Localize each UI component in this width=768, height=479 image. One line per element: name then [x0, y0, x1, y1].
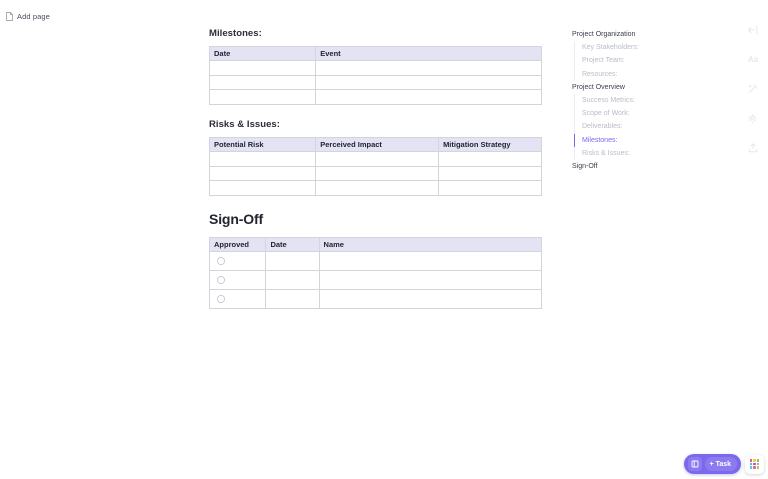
table-row[interactable] — [210, 166, 542, 181]
table-row[interactable] — [210, 152, 542, 167]
font-aa-icon[interactable]: Aa — [747, 55, 759, 64]
cell[interactable] — [266, 271, 319, 290]
plus-icon: + — [709, 460, 714, 468]
table-row[interactable] — [210, 290, 542, 309]
outline-item-key-stakeholders[interactable]: Key Stakeholders: — [566, 41, 678, 54]
table-row[interactable] — [210, 75, 542, 90]
cell[interactable] — [439, 166, 542, 181]
collapse-panel-icon[interactable] — [745, 22, 761, 38]
section-risks-and-issues — [209, 119, 542, 196]
cell[interactable] — [210, 152, 316, 167]
apps-grid-cell — [750, 466, 753, 469]
apps-grid-cell — [753, 459, 756, 462]
apps-grid-cell — [750, 459, 753, 462]
sign-off-heading: Sign-Off — [209, 211, 264, 227]
column-header: Date — [210, 47, 316, 61]
add-task-label: Task — [715, 460, 731, 468]
cell[interactable] — [210, 75, 316, 90]
apps-grid-cell — [750, 463, 753, 466]
outline-item-deliverables[interactable]: Deliverables: — [566, 120, 678, 133]
cell[interactable] — [210, 90, 316, 105]
side-panel-icon[interactable] — [688, 457, 702, 471]
apps-grid-cell — [757, 466, 760, 469]
add-page-button[interactable] — [6, 12, 50, 21]
approved-radio-icon[interactable] — [217, 295, 225, 303]
cell[interactable] — [316, 61, 542, 76]
milestones-table — [209, 46, 542, 105]
cell[interactable] — [316, 152, 439, 167]
floating-action-bar — [684, 454, 764, 474]
column-header: Perceived Impact — [316, 138, 439, 152]
cell[interactable] — [316, 90, 542, 105]
outline-item-project-overview[interactable]: Project Overview — [572, 83, 625, 91]
table-row[interactable] — [210, 252, 542, 271]
outline-item-milestones[interactable]: Milestones: — [566, 134, 678, 147]
cell[interactable] — [266, 290, 319, 309]
right-tool-rail — [742, 22, 764, 156]
table-row[interactable] — [210, 271, 542, 290]
table-row[interactable] — [210, 181, 542, 196]
risks-heading: Risks & Issues: — [209, 119, 280, 130]
cell[interactable] — [210, 181, 316, 196]
table-row[interactable] — [210, 90, 542, 105]
outline-item-sign-off[interactable]: Sign-Off — [572, 162, 598, 170]
cell[interactable] — [439, 152, 542, 167]
table-header-row — [210, 47, 542, 61]
column-header: Event — [316, 47, 542, 61]
column-header: Approved — [210, 238, 266, 252]
apps-grid-cell — [757, 463, 760, 466]
milestones-heading: Milestones: — [209, 28, 262, 39]
cell[interactable] — [319, 290, 541, 309]
table-row[interactable] — [210, 61, 542, 76]
column-header: Mitigation Strategy — [439, 138, 542, 152]
page-icon — [6, 12, 13, 21]
cell-approved[interactable] — [210, 271, 266, 290]
apps-grid-cell — [753, 463, 756, 466]
fab-pill — [684, 454, 741, 474]
cell[interactable] — [266, 252, 319, 271]
cell[interactable] — [439, 181, 542, 196]
apps-grid-icon — [750, 459, 760, 469]
column-header: Date — [266, 238, 319, 252]
apps-grid-cell — [753, 466, 756, 469]
add-task-button[interactable] — [705, 457, 737, 471]
section-milestones — [209, 28, 542, 105]
cell[interactable] — [316, 181, 439, 196]
outline-item-project-team[interactable]: Project Team: — [566, 54, 678, 67]
sign-off-table — [209, 237, 542, 309]
magic-wand-icon[interactable] — [745, 81, 761, 97]
cell[interactable] — [316, 75, 542, 90]
column-header: Potential Risk — [210, 138, 316, 152]
outline-item-scope-of-work[interactable]: Scope of Work: — [566, 107, 678, 120]
apps-grid-cell — [757, 459, 760, 462]
document-outline-panel — [566, 28, 678, 173]
outline-item-project-organization[interactable]: Project Organization — [572, 31, 636, 38]
cell[interactable] — [210, 166, 316, 181]
add-page-label: Add page — [17, 12, 50, 21]
cell[interactable] — [210, 61, 316, 76]
table-header-row — [210, 138, 542, 152]
approved-radio-icon[interactable] — [217, 276, 225, 284]
table-header-row — [210, 238, 542, 252]
risks-table — [209, 137, 542, 196]
section-sign-off — [209, 211, 542, 309]
outline-item-resources[interactable]: Resources: — [566, 68, 678, 81]
approved-radio-icon[interactable] — [217, 257, 225, 265]
column-header: Name — [319, 238, 541, 252]
cell[interactable] — [319, 252, 541, 271]
sparkle-settings-icon[interactable] — [745, 111, 761, 127]
cell-approved[interactable] — [210, 290, 266, 309]
cell[interactable] — [316, 166, 439, 181]
outline-item-success-metrics[interactable]: Success Metrics: — [566, 94, 678, 107]
upload-share-icon[interactable] — [745, 140, 761, 156]
outline-item-risks-issues[interactable]: Risks & Issues: — [566, 147, 678, 160]
apps-grid-button[interactable] — [745, 455, 764, 474]
cell-approved[interactable] — [210, 252, 266, 271]
cell[interactable] — [319, 271, 541, 290]
